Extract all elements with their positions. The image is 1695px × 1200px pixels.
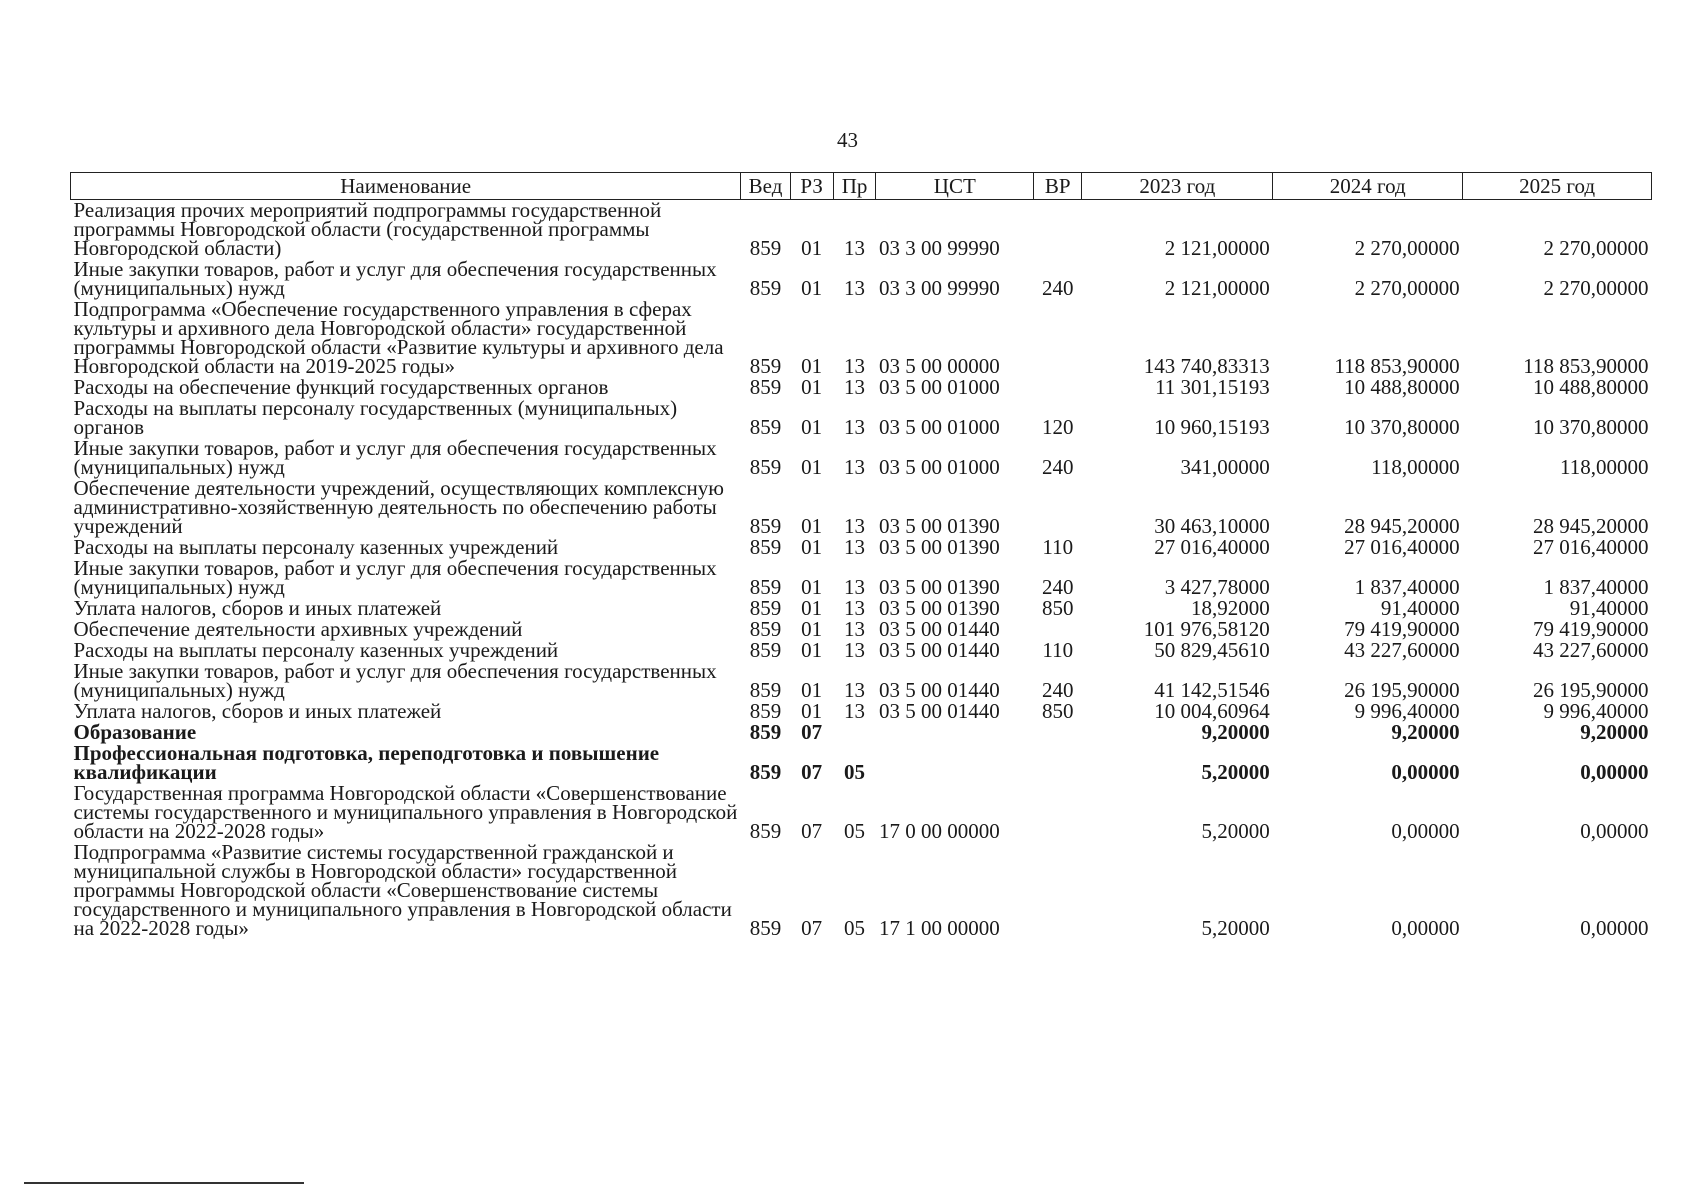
table-row <box>71 783 1652 842</box>
row-ved: 859 <box>749 760 782 784</box>
row-2024: 0,00000 <box>1391 916 1460 940</box>
row-pr: 13 <box>844 514 866 538</box>
row-pr: 13 <box>844 535 866 559</box>
header-name: Наименование <box>71 173 741 200</box>
table-row <box>71 640 1652 661</box>
header-2023: 2023 год <box>1082 173 1273 200</box>
row-2025: 27 016,40000 <box>1533 535 1649 559</box>
header-cst: ЦСТ <box>876 173 1034 200</box>
row-2023: 2 121,00000 <box>1164 276 1270 300</box>
row-ved: 859 <box>749 415 782 439</box>
row-name: Реализация прочих мероприятий подпрограммы государственной программы Новгородской области (государственной программы Новгородской области) <box>73 198 662 260</box>
row-rz: 01 <box>801 535 823 559</box>
row-2024: 27 016,40000 <box>1344 535 1460 559</box>
row-vr: 240 <box>1042 455 1074 479</box>
row-pr: 13 <box>844 354 866 378</box>
row-ved: 859 <box>749 678 782 702</box>
row-pr: 13 <box>844 699 866 723</box>
row-2023: 41 142,51546 <box>1154 678 1270 702</box>
row-2025: 43 227,60000 <box>1533 638 1649 662</box>
row-name: Подпрограмма «Обеспечение государственного управления в сферах культуры и архивного дела Новгородской области» государственной программы Новгородской области «Развитие культуры и архивного дела Новгородской области на 2019-2025 годы» <box>73 297 724 378</box>
row-cst: 17 0 00 00000 <box>878 819 1000 843</box>
row-2025: 0,00000 <box>1580 819 1649 843</box>
row-name: Расходы на выплаты персоналу казенных учреждений <box>73 638 559 662</box>
row-ved: 859 <box>749 617 782 641</box>
row-rz: 01 <box>801 575 823 599</box>
row-2025: 0,00000 <box>1580 916 1649 940</box>
row-2024: 10 488,80000 <box>1344 375 1460 399</box>
table-row <box>71 478 1652 537</box>
row-cst: 03 3 00 99990 <box>878 276 1000 300</box>
row-vr: 240 <box>1042 276 1074 300</box>
row-pr: 05 <box>844 760 866 784</box>
row-vr <box>1034 722 1082 743</box>
row-ved: 859 <box>749 596 782 620</box>
row-vr: 850 <box>1042 699 1074 723</box>
budget-table <box>70 172 1652 939</box>
row-pr: 13 <box>844 617 866 641</box>
row-ved: 859 <box>749 720 782 744</box>
row-rz: 01 <box>801 699 823 723</box>
row-pr: 05 <box>844 819 866 843</box>
table-row <box>71 619 1652 640</box>
row-2023: 5,20000 <box>1201 819 1270 843</box>
row-2024: 28 945,20000 <box>1344 514 1460 538</box>
row-pr: 13 <box>844 575 866 599</box>
row-2024: 1 837,40000 <box>1354 575 1460 599</box>
row-2023: 9,20000 <box>1201 720 1270 744</box>
row-vr <box>1034 377 1082 398</box>
row-rz: 01 <box>801 596 823 620</box>
table-row <box>71 398 1652 438</box>
row-rz: 01 <box>801 455 823 479</box>
row-2024: 9,20000 <box>1391 720 1460 744</box>
row-name: Иные закупки товаров, работ и услуг для обеспечения государственных (муниципальных) нужд <box>73 556 717 599</box>
row-rz: 01 <box>801 638 823 662</box>
budget-sheet <box>70 172 1652 939</box>
header-pr: Пр <box>833 173 876 200</box>
row-2025: 28 945,20000 <box>1533 514 1649 538</box>
row-ved: 859 <box>749 514 782 538</box>
row-2023: 27 016,40000 <box>1154 535 1270 559</box>
row-name: Иные закупки товаров, работ и услуг для обеспечения государственных (муниципальных) нужд <box>73 659 717 702</box>
row-cst <box>876 743 1034 783</box>
row-pr: 13 <box>844 375 866 399</box>
row-ved: 859 <box>749 916 782 940</box>
row-2025: 10 370,80000 <box>1533 415 1649 439</box>
row-name: Профессиональная подготовка, переподготовка и повышение квалификации <box>73 741 660 784</box>
row-2023: 30 463,10000 <box>1154 514 1270 538</box>
row-2025: 118,00000 <box>1560 455 1649 479</box>
row-vr: 850 <box>1042 596 1074 620</box>
row-vr <box>1034 619 1082 640</box>
row-pr: 13 <box>844 638 866 662</box>
row-rz: 07 <box>801 916 823 940</box>
table-row <box>71 598 1652 619</box>
header-rz: РЗ <box>790 173 833 200</box>
row-2024: 91,40000 <box>1380 596 1460 620</box>
row-vr: 240 <box>1042 678 1074 702</box>
row-ved: 859 <box>749 699 782 723</box>
row-vr: 240 <box>1042 575 1074 599</box>
row-rz: 07 <box>801 819 823 843</box>
header-ved: Вед <box>741 173 790 200</box>
row-rz: 01 <box>801 375 823 399</box>
row-vr <box>1034 783 1082 842</box>
row-cst: 03 5 00 01440 <box>878 638 1000 662</box>
row-2025: 2 270,00000 <box>1543 236 1649 260</box>
table-row <box>71 299 1652 377</box>
row-pr: 13 <box>844 455 866 479</box>
row-2023: 18,92000 <box>1191 596 1270 620</box>
row-name: Уплата налогов, сборов и иных платежей <box>73 596 442 620</box>
row-vr <box>1034 842 1082 939</box>
row-ved: 859 <box>749 455 782 479</box>
row-name: Расходы на выплаты персоналу казенных учреждений <box>73 535 559 559</box>
row-2024: 10 370,80000 <box>1344 415 1460 439</box>
row-cst: 03 5 00 01390 <box>878 596 1000 620</box>
row-2024: 79 419,90000 <box>1344 617 1460 641</box>
row-2025: 1 837,40000 <box>1543 575 1649 599</box>
header-vr: ВР <box>1034 173 1082 200</box>
table-row <box>71 842 1652 939</box>
row-pr: 13 <box>844 236 866 260</box>
row-rz: 01 <box>801 617 823 641</box>
row-2024: 118 853,90000 <box>1334 354 1460 378</box>
table-row <box>71 701 1652 722</box>
row-name: Образование <box>73 720 197 744</box>
row-name: Подпрограмма «Развитие системы государственной гражданской и муниципальной службы в Новгородской области» государственной программы Новгородской области «Совершенствование системы государственного и муниципального управления в Новгородской области на 2022-2028 годы» <box>73 840 732 940</box>
row-2023: 3 427,78000 <box>1164 575 1270 599</box>
row-2024: 9 996,40000 <box>1354 699 1460 723</box>
row-2024: 0,00000 <box>1391 760 1460 784</box>
table-row <box>71 558 1652 598</box>
row-2023: 5,20000 <box>1201 760 1270 784</box>
row-name: Обеспечение деятельности архивных учреждений <box>73 617 523 641</box>
row-vr <box>1034 478 1082 537</box>
row-cst: 17 1 00 00000 <box>878 916 1000 940</box>
row-ved: 859 <box>749 375 782 399</box>
table-row <box>71 259 1652 299</box>
row-rz: 01 <box>801 236 823 260</box>
row-2024: 118,00000 <box>1371 455 1460 479</box>
table-row <box>71 537 1652 558</box>
row-ved: 859 <box>749 276 782 300</box>
row-ved: 859 <box>749 535 782 559</box>
header-2025: 2025 год <box>1463 173 1652 200</box>
footer-rule <box>24 1182 304 1184</box>
table-body <box>71 200 1652 940</box>
table-row <box>71 377 1652 398</box>
row-cst: 03 5 00 01390 <box>878 514 1000 538</box>
row-2023: 10 004,60964 <box>1154 699 1270 723</box>
row-2025: 91,40000 <box>1569 596 1649 620</box>
row-rz: 07 <box>801 720 823 744</box>
row-name: Иные закупки товаров, работ и услуг для обеспечения государственных (муниципальных) нужд <box>73 257 717 300</box>
row-rz: 01 <box>801 514 823 538</box>
row-cst: 03 3 00 99990 <box>878 236 1000 260</box>
row-2023: 2 121,00000 <box>1164 236 1270 260</box>
row-2024: 0,00000 <box>1391 819 1460 843</box>
row-2024: 26 195,90000 <box>1344 678 1460 702</box>
row-cst: 03 5 00 01390 <box>878 575 1000 599</box>
row-2025: 2 270,00000 <box>1543 276 1649 300</box>
row-name: Расходы на обеспечение функций государственных органов <box>73 375 609 399</box>
row-2023: 50 829,45610 <box>1154 638 1270 662</box>
row-2023: 143 740,83313 <box>1143 354 1270 378</box>
row-ved: 859 <box>749 638 782 662</box>
row-2025: 79 419,90000 <box>1533 617 1649 641</box>
row-pr: 05 <box>844 916 866 940</box>
row-2025: 9 996,40000 <box>1543 699 1649 723</box>
row-name: Расходы на выплаты персоналу государственных (муниципальных) органов <box>73 396 678 439</box>
row-2025: 26 195,90000 <box>1533 678 1649 702</box>
table-row <box>71 200 1652 260</box>
row-cst <box>876 722 1034 743</box>
table-row <box>71 722 1652 743</box>
row-pr <box>833 722 876 743</box>
row-pr: 13 <box>844 678 866 702</box>
row-ved: 859 <box>749 575 782 599</box>
row-vr: 110 <box>1042 638 1074 662</box>
row-2025: 9,20000 <box>1580 720 1649 744</box>
row-2024: 2 270,00000 <box>1354 236 1460 260</box>
row-2023: 341,00000 <box>1180 455 1270 479</box>
row-cst: 03 5 00 01440 <box>878 678 1000 702</box>
row-rz: 01 <box>801 276 823 300</box>
row-2024: 2 270,00000 <box>1354 276 1460 300</box>
row-ved: 859 <box>749 236 782 260</box>
row-name: Уплата налогов, сборов и иных платежей <box>73 699 442 723</box>
table-header-row <box>71 173 1652 200</box>
row-cst: 03 5 00 01000 <box>878 455 1000 479</box>
row-cst: 03 5 00 01000 <box>878 375 1000 399</box>
row-rz: 01 <box>801 354 823 378</box>
header-2024: 2024 год <box>1273 173 1463 200</box>
row-2025: 0,00000 <box>1580 760 1649 784</box>
row-2023: 11 301,15193 <box>1155 375 1270 399</box>
row-2025: 10 488,80000 <box>1533 375 1649 399</box>
row-ved: 859 <box>749 354 782 378</box>
row-rz: 01 <box>801 415 823 439</box>
row-pr: 13 <box>844 415 866 439</box>
row-rz: 07 <box>801 760 823 784</box>
row-vr <box>1034 200 1082 260</box>
row-vr: 120 <box>1042 415 1074 439</box>
row-cst: 03 5 00 01390 <box>878 535 1000 559</box>
row-2024: 43 227,60000 <box>1344 638 1460 662</box>
row-2023: 5,20000 <box>1201 916 1270 940</box>
row-name: Обеспечение деятельности учреждений, осуществляющих комплексную административно-хозяйственную деятельность по обеспечению работы учреждений <box>73 476 724 538</box>
row-pr: 13 <box>844 596 866 620</box>
row-cst: 03 5 00 01440 <box>878 617 1000 641</box>
table-row <box>71 661 1652 701</box>
table-row <box>71 438 1652 478</box>
row-2025: 118 853,90000 <box>1523 354 1649 378</box>
row-name: Государственная программа Новгородской области «Совершенствование системы государственного и муниципального управления в Новгородской области на 2022-2028 годы» <box>73 781 738 843</box>
row-vr <box>1034 743 1082 783</box>
row-vr <box>1034 299 1082 377</box>
row-rz: 01 <box>801 678 823 702</box>
row-cst: 03 5 00 01440 <box>878 699 1000 723</box>
row-name: Иные закупки товаров, работ и услуг для обеспечения государственных (муниципальных) нужд <box>73 436 717 479</box>
row-cst: 03 5 00 01000 <box>878 415 1000 439</box>
row-pr: 13 <box>844 276 866 300</box>
row-2023: 10 960,15193 <box>1154 415 1270 439</box>
table-row <box>71 743 1652 783</box>
row-2023: 101 976,58120 <box>1143 617 1270 641</box>
page-number: 43 <box>837 128 858 152</box>
row-vr: 110 <box>1042 535 1074 559</box>
row-ved: 859 <box>749 819 782 843</box>
row-cst: 03 5 00 00000 <box>878 354 1000 378</box>
